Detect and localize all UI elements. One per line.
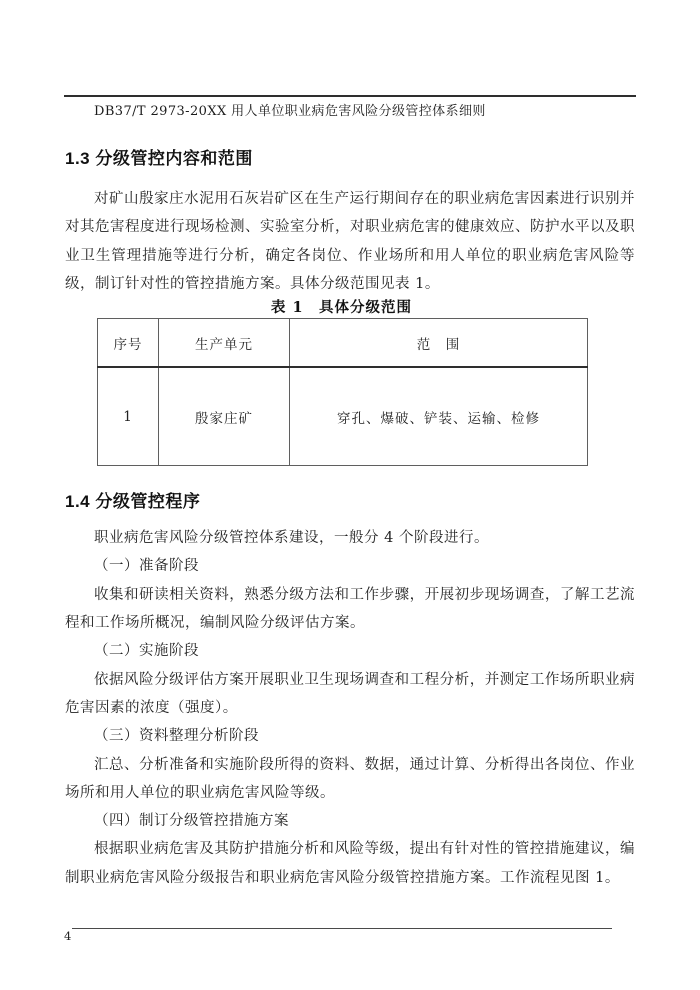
table-cell-range: 穿孔、爆破、铲装、运输、检修 — [290, 367, 588, 466]
page-number: 4 — [64, 929, 72, 943]
section-1-3-paragraph: 对矿山殷家庄水泥用石灰岩矿区在生产运行期间存在的职业病危害因素进行识别并对其危害程度进行现场检测、实验室分析，对职业病危害的健康效应、防护水平以及职业卫生管理措施等进行分析，确定各岗位、作业场所和用人单位的职业病危害风险等级，制订针对性的管控措施方案。具体分级范围见表 1。 — [65, 191, 635, 292]
page-content — [65, 146, 635, 892]
stage-1-label: （一）准备阶段 — [94, 558, 199, 575]
header-rule — [64, 95, 636, 97]
table-header-row — [98, 319, 588, 368]
footer-rule — [72, 928, 612, 929]
paragraph-stage-overview: 职业病危害风险分级管控体系建设，一般分 4 个阶段进行。 — [94, 530, 489, 547]
stage-3-paragraph: 汇总、分析准备和实施阶段所得的资料、数据，通过计算、分析得出各岗位、作业场所和用人单位的职业病危害风险等级。 — [65, 756, 635, 801]
stage-2-paragraph: 依据风险分级评估方案开展职业卫生现场调查和工程分析，并测定工作场所职业病危害因素的浓度（强度）。 — [65, 671, 635, 716]
table-header-production-unit: 生产单元 — [159, 319, 290, 368]
section-heading-1-3: 1.3 分级管控内容和范围 — [65, 149, 253, 168]
section-heading-1-4: 1.4 分级管控程序 — [65, 492, 201, 512]
running-header-title: DB37/T 2973-20XX 用人单位职业病危害风险分级管控体系细则 — [94, 104, 486, 119]
table-caption: 表 1 具体分级范围 — [270, 299, 413, 317]
stage-4-label: （四）制订分级管控措施方案 — [94, 813, 289, 830]
stage-2-label: （二）实施阶段 — [94, 643, 199, 660]
classification-range-table — [97, 318, 588, 466]
stage-3-label: （三）资料整理分析阶段 — [94, 728, 259, 745]
table-cell-seq: 1 — [98, 367, 159, 466]
stage-1-paragraph: 收集和研读相关资料，熟悉分级方法和工作步骤，开展初步现场调查，了解工艺流程和工作场所概况，编制风险分级评估方案。 — [65, 586, 635, 632]
table-header-range: 范 围 — [290, 319, 588, 368]
table-cell-production-unit: 殷家庄矿 — [159, 367, 290, 466]
table-header-seq: 序号 — [98, 319, 159, 368]
stage-4-paragraph: 根据职业病危害及其防护措施分析和风险等级，提出有针对性的管控措施建议，编制职业病危害风险分级报告和职业病危害风险分级管控措施方案。工作流程见图 1。 — [65, 841, 635, 886]
table-row — [98, 367, 588, 466]
